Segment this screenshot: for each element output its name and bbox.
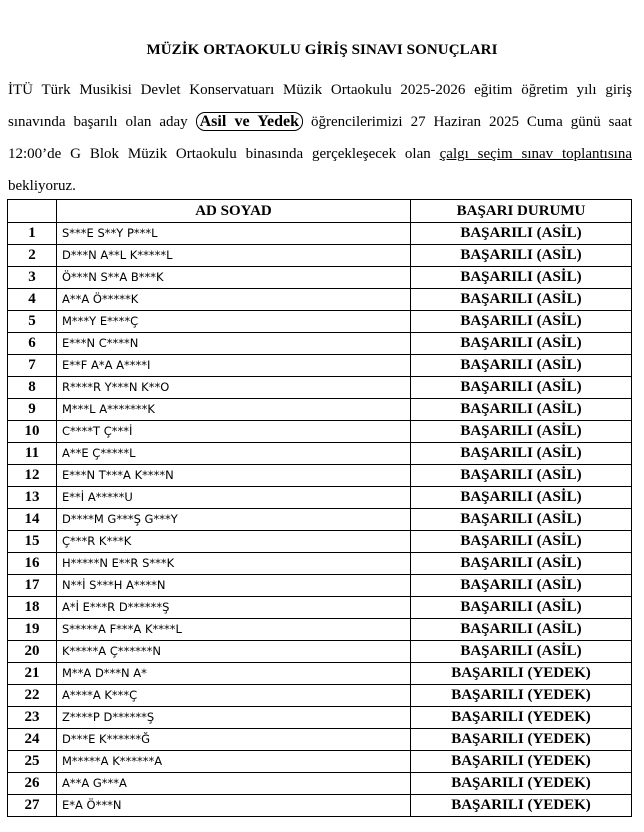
table-row [8,355,632,377]
table-row [8,377,632,399]
row-number: 10 [8,421,57,443]
table-row [8,663,632,685]
table-row [8,597,632,619]
row-name: M**A D***N A* [57,663,411,685]
header-status: BAŞARI DURUMU [411,200,632,223]
row-number: 12 [8,465,57,487]
row-number: 9 [8,399,57,421]
table-row [8,575,632,597]
row-name: A**E Ç*****L [57,443,411,465]
row-name: S***E S**Y P***L [57,223,411,245]
table-row [8,509,632,531]
row-name: M***L A*******K [57,399,411,421]
table-row [8,223,632,245]
row-status: BAŞARILI (ASİL) [411,333,632,355]
row-status: BAŞARILI (YEDEK) [411,729,632,751]
table-row [8,443,632,465]
intro-paragraph [8,74,632,202]
row-status: BAŞARILI (ASİL) [411,465,632,487]
row-number: 16 [8,553,57,575]
row-name: H*****N E**R S***K [57,553,411,575]
row-name: E***N T***A K****N [57,465,411,487]
row-number: 21 [8,663,57,685]
row-number: 13 [8,487,57,509]
row-number: 7 [8,355,57,377]
row-name: S*****A F***A K****L [57,619,411,641]
row-number: 8 [8,377,57,399]
row-name: E**İ A*****U [57,487,411,509]
row-status: BAŞARILI (ASİL) [411,531,632,553]
row-status: BAŞARILI (ASİL) [411,619,632,641]
table-row [8,641,632,663]
row-number: 27 [8,795,57,817]
row-name: A*İ E***R D******Ş [57,597,411,619]
table-row [8,773,632,795]
row-number: 17 [8,575,57,597]
row-name: D****M G***Ş G***Y [57,509,411,531]
row-number: 20 [8,641,57,663]
row-name: Z****P D******Ş [57,707,411,729]
intro-text-3: bekliyoruz. [8,178,76,194]
table-row [8,245,632,267]
results-table [7,199,632,817]
row-number: 5 [8,311,57,333]
asil-yedek-highlight: Asil ve Yedek [196,112,303,131]
table-row [8,685,632,707]
row-name: C****T Ç***İ [57,421,411,443]
table-header-row [8,200,632,223]
row-name: N**İ S***H A****N [57,575,411,597]
meeting-underlined-text: çalgı seçim sınav toplantısına [439,146,632,162]
row-status: BAŞARILI (ASİL) [411,267,632,289]
row-name: M***Y E****Ç [57,311,411,333]
row-name: M*****A K******A [57,751,411,773]
row-status: BAŞARILI (ASİL) [411,575,632,597]
row-status: BAŞARILI (YEDEK) [411,773,632,795]
row-name: E*A Ö***N [57,795,411,817]
row-number: 14 [8,509,57,531]
row-status: BAŞARILI (ASİL) [411,399,632,421]
table-row [8,465,632,487]
row-name: A****A K***Ç [57,685,411,707]
table-row [8,267,632,289]
table-row [8,333,632,355]
row-number: 19 [8,619,57,641]
row-status: BAŞARILI (YEDEK) [411,707,632,729]
header-number [8,200,57,223]
row-name: E**F A*A A****I [57,355,411,377]
row-status: BAŞARILI (ASİL) [411,223,632,245]
row-status: BAŞARILI (ASİL) [411,487,632,509]
table-row [8,421,632,443]
row-number: 1 [8,223,57,245]
row-name: D***N A**L K*****L [57,245,411,267]
row-number: 11 [8,443,57,465]
table-row [8,399,632,421]
table-row [8,619,632,641]
row-number: 24 [8,729,57,751]
row-status: BAŞARILI (YEDEK) [411,663,632,685]
row-status: BAŞARILI (ASİL) [411,553,632,575]
table-row [8,289,632,311]
row-name: K*****A Ç******N [57,641,411,663]
row-status: BAŞARILI (ASİL) [411,641,632,663]
header-name: AD SOYAD [57,200,411,223]
table-row [8,531,632,553]
row-status: BAŞARILI (YEDEK) [411,685,632,707]
intro-text-2: öğrencilerimizi 27 Haziran 2025 Cuma günü saat 12:00’de G Blok Müzik Ortaokulu binasında gerçekleşecek olan [8,114,632,162]
row-number: 6 [8,333,57,355]
intro-text-1: İTÜ Türk Musikisi Devlet Konservatuarı Müzik Ortaokulu 2025-2026 eğitim öğretim yılı giriş sınavında başarılı olan aday [8,82,632,130]
table-row [8,487,632,509]
row-number: 4 [8,289,57,311]
row-name: R****R Y***N K**O [57,377,411,399]
row-status: BAŞARILI (ASİL) [411,421,632,443]
row-status: BAŞARILI (ASİL) [411,377,632,399]
table-row [8,751,632,773]
row-status: BAŞARILI (YEDEK) [411,795,632,817]
row-number: 26 [8,773,57,795]
row-number: 25 [8,751,57,773]
row-name: Ö***N S**A B***K [57,267,411,289]
page-title: MÜZİK ORTAOKULU GİRİŞ SINAVI SONUÇLARI [146,42,498,58]
table-row [8,795,632,817]
table-row [8,311,632,333]
row-status: BAŞARILI (ASİL) [411,355,632,377]
row-status: BAŞARILI (ASİL) [411,597,632,619]
row-name: A**A Ö*****K [57,289,411,311]
row-status: BAŞARILI (ASİL) [411,289,632,311]
row-number: 22 [8,685,57,707]
row-status: BAŞARILI (ASİL) [411,311,632,333]
table-row [8,729,632,751]
row-number: 3 [8,267,57,289]
row-status: BAŞARILI (ASİL) [411,245,632,267]
row-number: 23 [8,707,57,729]
row-number: 15 [8,531,57,553]
row-status: BAŞARILI (ASİL) [411,509,632,531]
row-status: BAŞARILI (YEDEK) [411,751,632,773]
row-name: Ç***R K***K [57,531,411,553]
row-name: E***N C****N [57,333,411,355]
row-status: BAŞARILI (ASİL) [411,443,632,465]
table-row [8,553,632,575]
table-row [8,707,632,729]
row-name: A**A G***A [57,773,411,795]
row-number: 2 [8,245,57,267]
row-name: D***E K******Ğ [57,729,411,751]
row-number: 18 [8,597,57,619]
